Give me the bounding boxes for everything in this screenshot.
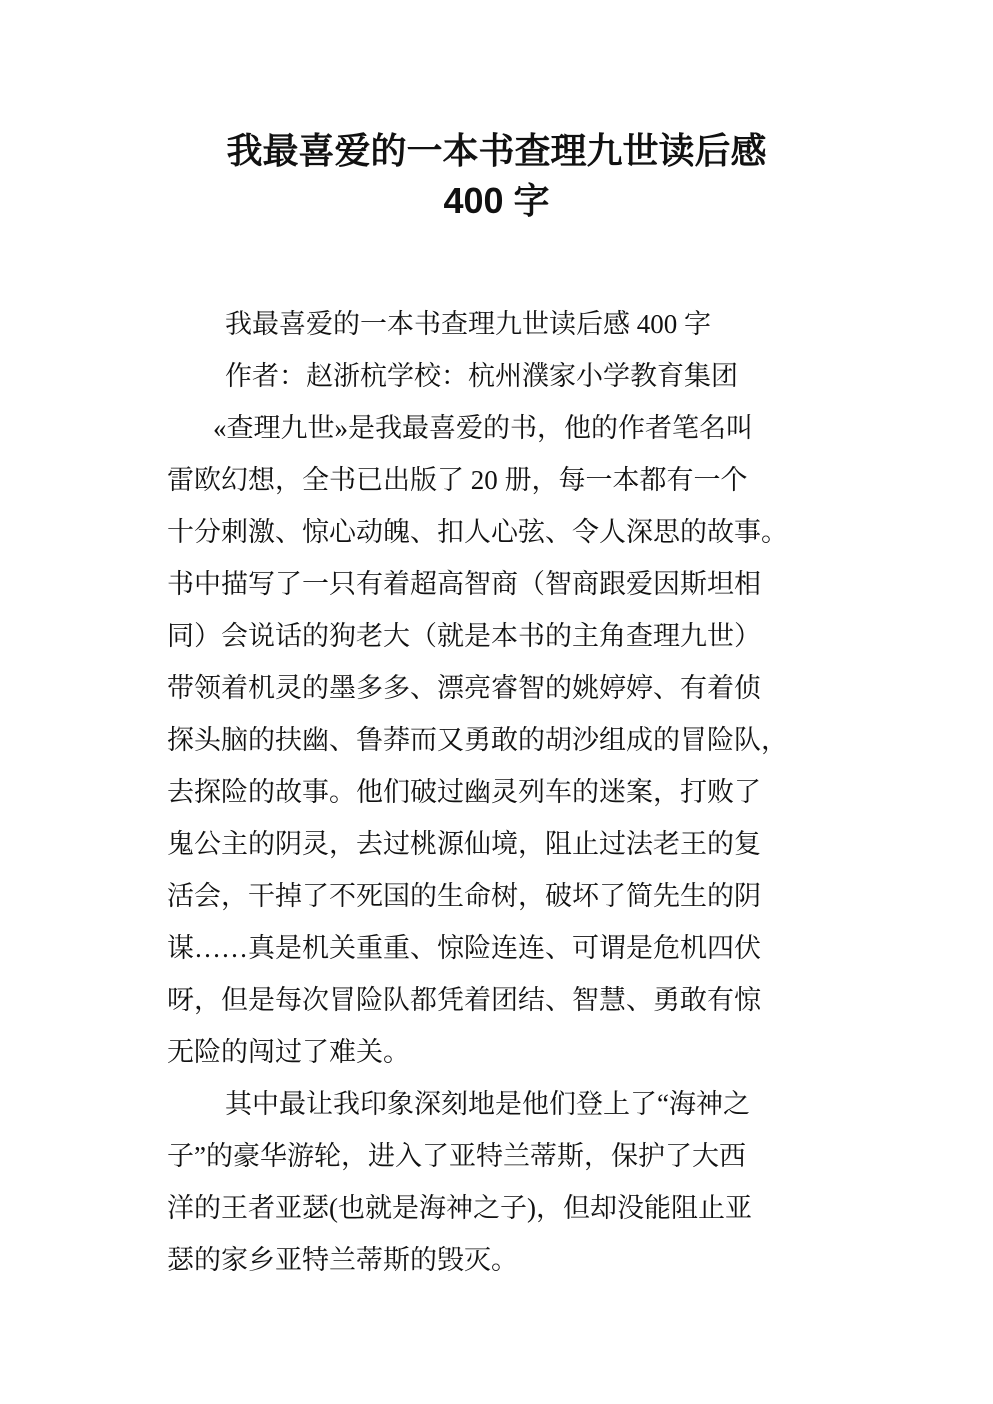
document-title-line-2: 400 字: [443, 180, 550, 221]
paragraph-2-line: 子”的豪华游轮，进入了亚特兰蒂斯，保护了大西: [167, 1141, 746, 1171]
paragraph-1-line: 同）会说话的狗老大（就是本书的主角查理九世）: [167, 621, 761, 651]
paragraph-1-line: 去探险的故事。他们破过幽灵列车的迷案，打败了: [167, 777, 761, 807]
paragraph-1-line: 雷欧幻想，全书已出版了 20 册，每一本都有一个: [167, 465, 748, 495]
paragraph-1-line: 鬼公主的阴灵，去过桃源仙境，阻止过法老王的复: [167, 829, 761, 859]
subtitle-line: 我最喜爱的一本书查理九世读后感 400 字: [225, 309, 711, 339]
paragraph-2-line: 瑟的家乡亚特兰蒂斯的毁灭。: [167, 1245, 518, 1275]
document-body: [167, 298, 867, 1286]
document-title-line-1: 我最喜爱的一本书查理九世读后感: [226, 130, 767, 171]
paragraph-1-line: 探头脑的扶幽、鲁莽而又勇敢的胡沙组成的冒险队，: [167, 725, 788, 755]
paragraph-1-line: 十分刺激、惊心动魄、扣人心弦、令人深思的故事。: [167, 517, 788, 547]
paragraph-1-line: 谋……真是机关重重、惊险连连、可谓是危机四伏: [167, 933, 761, 963]
paragraph-1-line: «查理九世»是我最喜爱的书，他的作者笔名叫: [213, 413, 753, 443]
paragraph-2-line: 洋的王者亚瑟(也就是海神之子)，但却没能阻止亚: [167, 1193, 752, 1223]
paragraph-2-line: 其中最让我印象深刻地是他们登上了“海神之: [225, 1089, 750, 1119]
paragraph-1-line: 书中描写了一只有着超高智商（智商跟爱因斯坦相: [167, 569, 761, 599]
author-line: 作者：赵浙杭学校：杭州濮家小学教育集团: [225, 361, 738, 391]
paragraph-1-line: 带领着机灵的墨多多、漂亮睿智的姚婷婷、有着侦: [167, 673, 761, 703]
paragraph-1-line: 呀，但是每次冒险队都凭着团结、智慧、勇敢有惊: [167, 985, 761, 1015]
paragraph-1-line: 无险的闯过了难关。: [167, 1037, 410, 1067]
paragraph-1-line: 活会，干掉了不死国的生命树，破坏了简先生的阴: [167, 881, 761, 911]
